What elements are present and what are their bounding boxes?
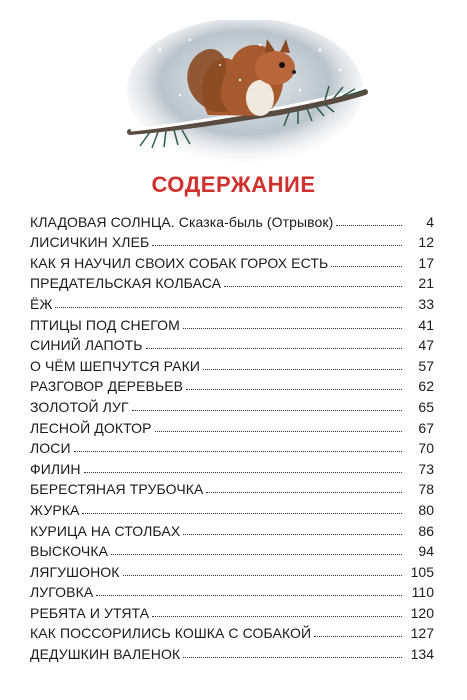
toc-leader-dots — [146, 347, 402, 349]
toc-page-number: 94 — [418, 543, 434, 560]
toc-leader-dots — [203, 368, 402, 370]
toc-entry-title: КАК Я НАУЧИЛ СВОИХ СОБАК ГОРОХ ЕСТЬ — [30, 256, 331, 270]
toc-leader-dots — [74, 450, 402, 452]
toc-leader-dots — [123, 574, 402, 576]
toc-entry — [30, 332, 434, 353]
toc-leader-dots — [152, 244, 402, 246]
toc-entry-title: ЖУРКА — [30, 503, 82, 517]
toc-entry — [30, 229, 434, 250]
toc-entry — [30, 517, 434, 538]
toc-entry-title: ВЫСКОЧКА — [30, 544, 111, 558]
toc-entry — [30, 599, 434, 620]
toc-entry — [30, 270, 434, 291]
toc-entry — [30, 579, 434, 600]
toc-page-number: 21 — [418, 275, 434, 292]
toc-page-number: 57 — [418, 357, 434, 374]
toc-page-number: 120 — [410, 604, 434, 621]
toc-leader-dots — [224, 285, 402, 287]
toc-page-number: 17 — [418, 254, 434, 271]
toc-page-number: 105 — [410, 563, 434, 580]
toc-entry — [30, 496, 434, 517]
toc-entry — [30, 393, 434, 414]
toc-leader-dots — [152, 615, 402, 617]
toc-page-number: 134 — [410, 646, 434, 663]
toc-entry-title: ЛОСИ — [30, 441, 74, 455]
toc-entry — [30, 208, 434, 229]
toc-page-number: 65 — [418, 398, 434, 415]
toc-leader-dots — [183, 327, 402, 329]
toc-page-number: 78 — [418, 481, 434, 498]
toc-page-number: 86 — [418, 522, 434, 539]
toc-page-number: 62 — [418, 378, 434, 395]
toc-entry-title: КАК ПОССОРИЛИСЬ КОШКА С СОБАКОЙ — [30, 626, 314, 640]
toc-entry-title: ЁЖ — [30, 297, 55, 311]
toc-leader-dots — [111, 553, 402, 555]
toc-leader-dots — [84, 471, 402, 473]
toc-page-number: 70 — [418, 440, 434, 457]
toc-entry-title: ЗОЛОТОЙ ЛУГ — [30, 400, 132, 414]
toc-page-number: 67 — [418, 419, 434, 436]
toc-entry-title: РАЗГОВОР ДЕРЕВЬЕВ — [30, 379, 186, 393]
toc-entry — [30, 620, 434, 641]
toc-leader-dots — [132, 409, 402, 411]
toc-page-number: 127 — [410, 625, 434, 642]
toc-leader-dots — [336, 224, 402, 226]
toc-entry-title: КЛАДОВАЯ СОЛНЦА. Сказка-быль (Отрывок) — [30, 215, 336, 229]
toc-entry — [30, 311, 434, 332]
toc-entry-title: ФИЛИН — [30, 462, 84, 476]
toc-entry-title: БЕРЕСТЯНАЯ ТРУБОЧКА — [30, 482, 206, 496]
toc-entry-title: ЛУГОВКА — [30, 585, 96, 599]
toc-entry — [30, 249, 434, 270]
toc-entry-title: О ЧЁМ ШЕПЧУТСЯ РАКИ — [30, 359, 203, 373]
toc-entry-title: ДЕДУШКИН ВАЛЕНОК — [30, 647, 183, 661]
toc-leader-dots — [155, 430, 402, 432]
toc-entry-title: КУРИЦА НА СТОЛБАХ — [30, 524, 183, 538]
toc-leader-dots — [55, 306, 402, 308]
toc-leader-dots — [206, 491, 402, 493]
toc-entry — [30, 414, 434, 435]
toc-entry-title: ЛЕСНОЙ ДОКТОР — [30, 421, 155, 435]
toc-entry — [30, 455, 434, 476]
toc-page-number: 33 — [418, 295, 434, 312]
table-of-contents — [30, 208, 434, 661]
toc-page-number: 4 — [426, 213, 434, 230]
toc-entry — [30, 640, 434, 661]
toc-leader-dots — [183, 533, 402, 535]
toc-entry — [30, 352, 434, 373]
toc-entry-title: СИНИЙ ЛАПОТЬ — [30, 338, 146, 352]
toc-page-number: 41 — [418, 316, 434, 333]
toc-leader-dots — [82, 512, 402, 514]
toc-page-number: 110 — [411, 584, 434, 601]
toc-entry — [30, 558, 434, 579]
toc-entry — [30, 435, 434, 456]
toc-entry — [30, 538, 434, 559]
squirrel-illustration-icon — [120, 20, 370, 170]
toc-leader-dots — [96, 594, 402, 596]
toc-entry-title: ПРЕДАТЕЛЬСКАЯ КОЛБАСА — [30, 276, 224, 290]
page-title: СОДЕРЖАНИЕ — [151, 172, 316, 197]
toc-entry-title: ЛЯГУШОНОК — [30, 565, 123, 579]
toc-page-number: 47 — [418, 337, 434, 354]
toc-leader-dots — [331, 265, 402, 267]
toc-leader-dots — [183, 656, 402, 658]
toc-entry-title: РЕБЯТА И УТЯТА — [30, 606, 152, 620]
toc-entry-title: ЛИСИЧКИН ХЛЕБ — [30, 235, 152, 249]
toc-entry — [30, 290, 434, 311]
toc-entry-title: ПТИЦЫ ПОД СНЕГОМ — [30, 318, 183, 332]
toc-leader-dots — [186, 388, 402, 390]
toc-page-number: 73 — [418, 460, 434, 477]
toc-page-number: 12 — [418, 234, 434, 251]
toc-leader-dots — [314, 635, 402, 637]
toc-entry — [30, 373, 434, 394]
toc-page-number: 80 — [418, 501, 434, 518]
toc-entry — [30, 476, 434, 497]
